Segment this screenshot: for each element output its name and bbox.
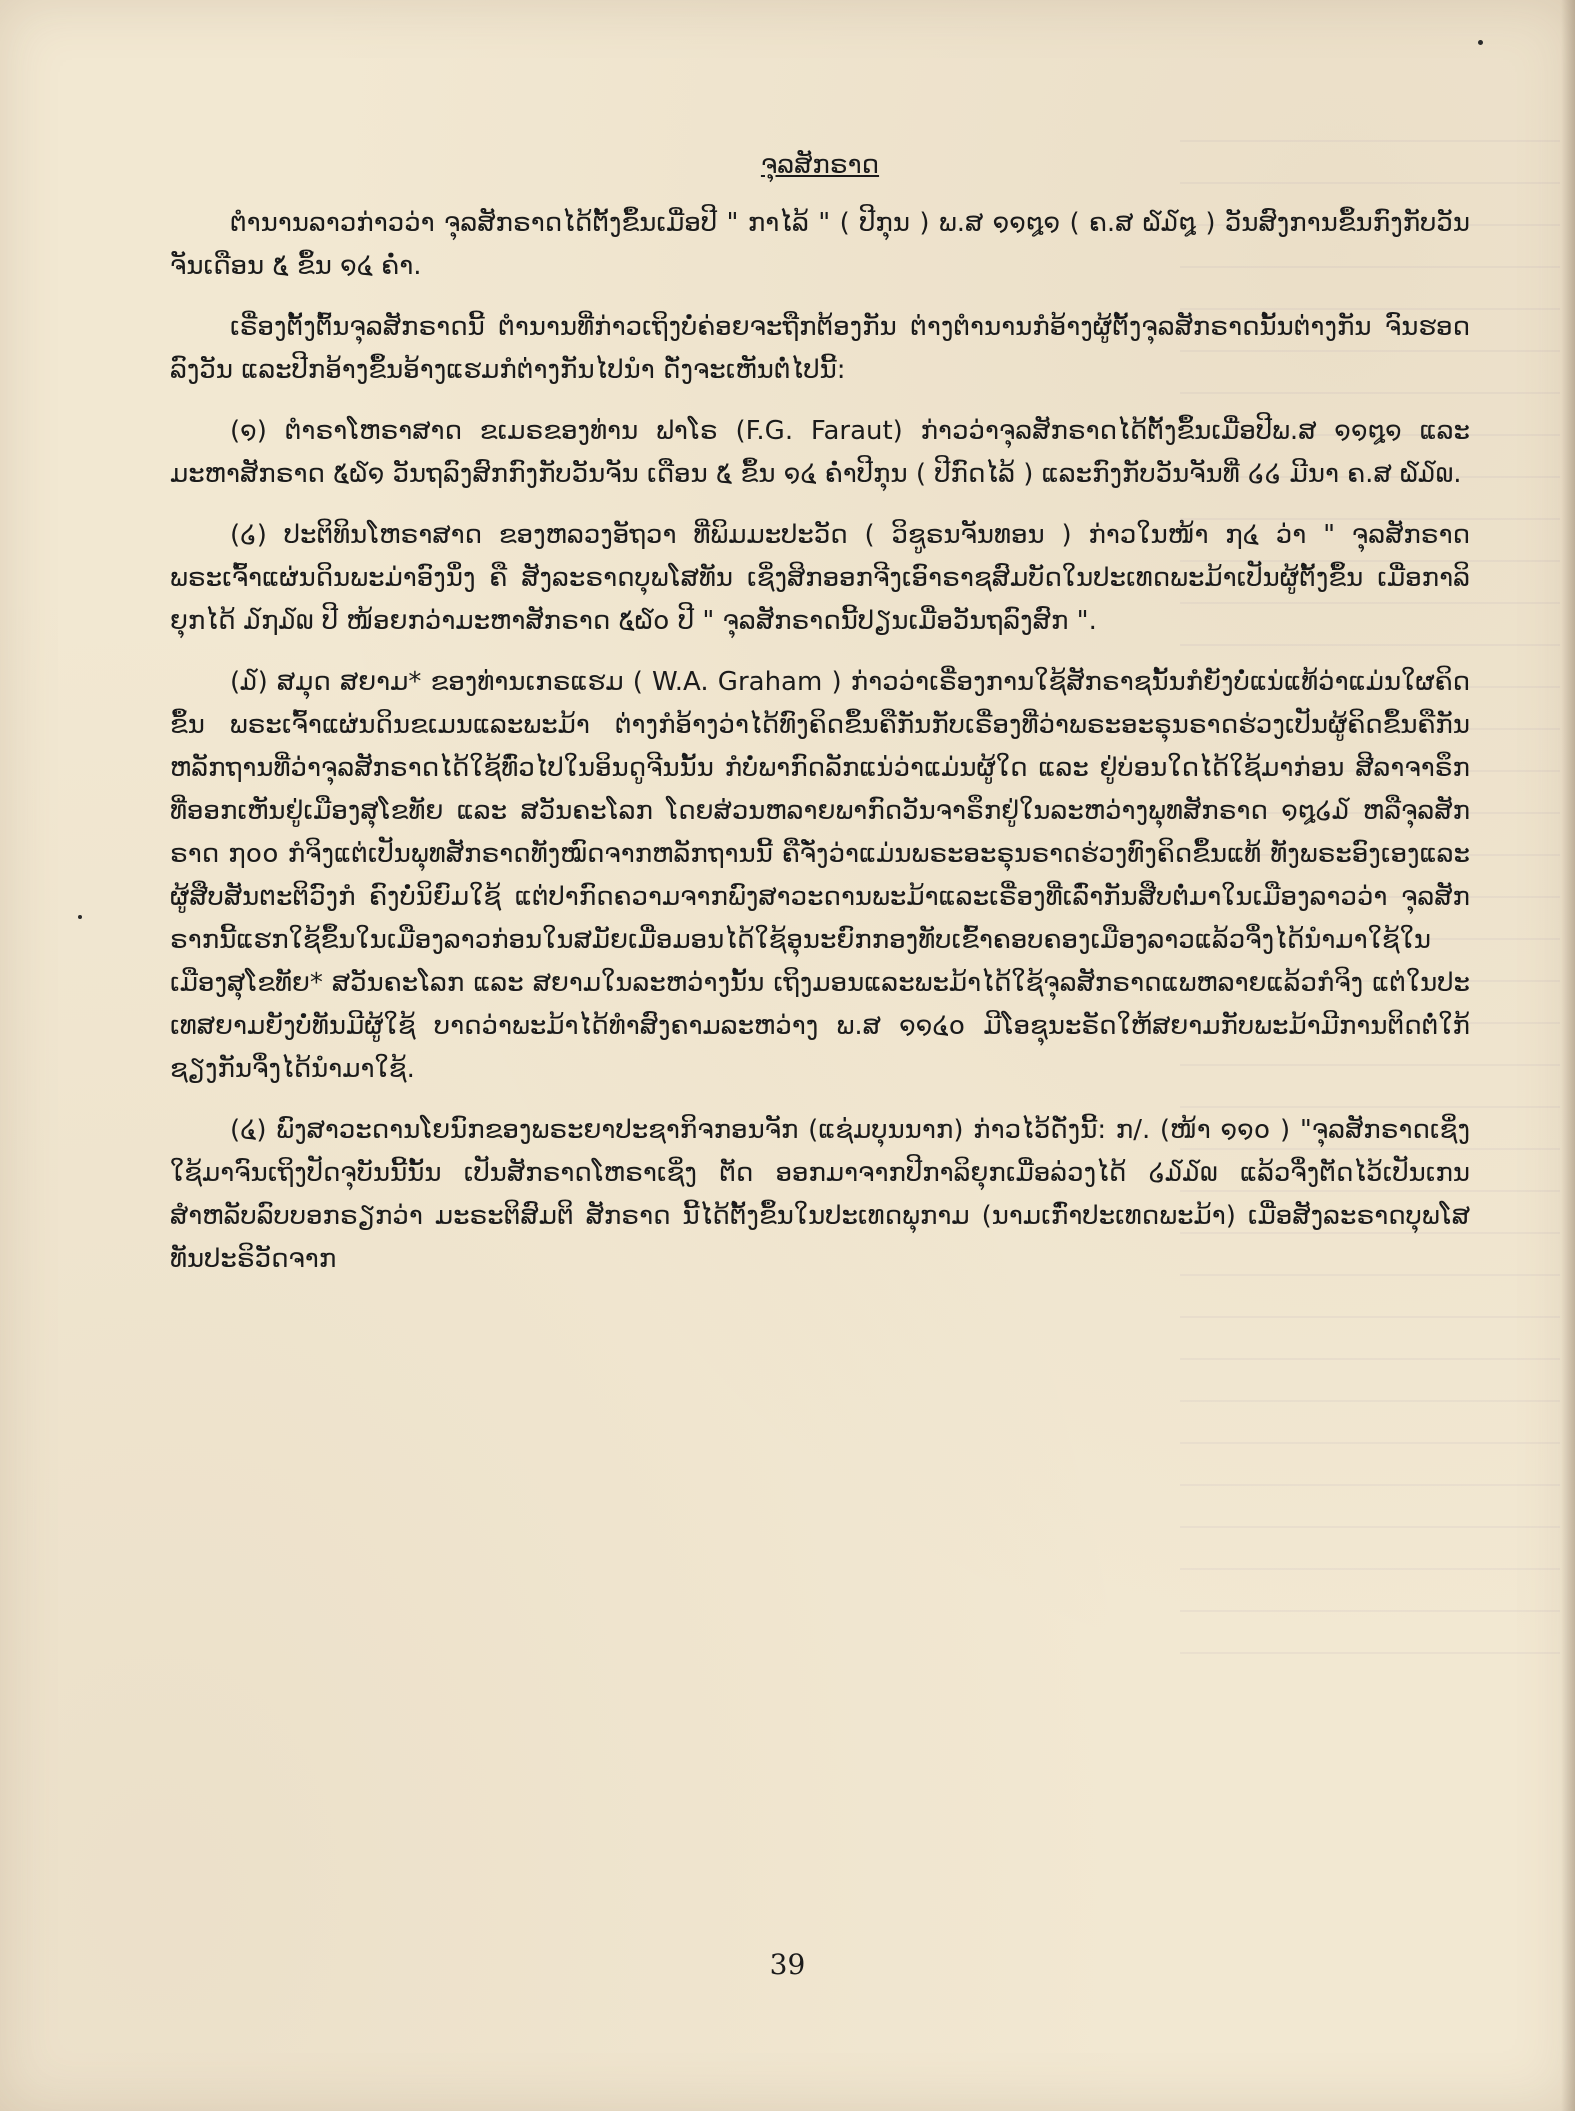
paragraph-6: (໔) ພົງສາວະດານໂຍນົກຂອງພຣະຍາປະຊາກິຈກອນຈັກ (ແຊ່ມບຸນນາກ) ກ່າວໄວ້ດັ່ງນີ້: ກ/. (ໜ້າ ໑໑໐ ) "ຈຸລສັກຣາດເຊິ່ງໃຊ້ມາຈົນເຖິງປັດຈຸບັນນີ້ນັ້ນ ເປັນສັກຣາດໂຫຣາເຊິ່ງ ຕັດ ອອກມາຈາກປີກາລິຍຸກເມື່ອລ່ວງໄດ້ ໒໓໓໙ ແລ້ວຈຶ່ງຕັດໄວ້ເປັນເກນສຳຫລັບລົບບອກຣຽກວ່າ ມະຣະຕິສົມຕິ ສັກຣາດ ນີ້ໄດ້ຕັ້ງຂຶ້ນໃນປະເທດພຸກາມ (ນາມເກົ່າປະເທດພະມ້າ) ເມື່ອສັງລະຣາດບຸພໂສທັນປະຣິວັດຈາກ <box>170 1115 1470 1274</box>
speck <box>1478 40 1483 45</box>
paragraph-1: ຕຳນານລາວກ່າວວ່າ ຈຸລສັກຣາດໄດ້ຕັ້ງຂຶ້ນເມື່ອປີ " ກາໄລ້ " ( ປີກຸນ ) ພ.ສ ໑໑໘໑ ( ຄ.ສ ໖໓໘ ) ວັນສົງການຂຶ້ນກົງກັບວັນຈັນເດືອນ ໕ ຂຶ້ນ ໑໔ ຄ່ຳ. <box>170 208 1470 281</box>
page-edge-shadow <box>1561 0 1575 2111</box>
document-title: ຈຸລສັກຣາດ <box>760 150 880 180</box>
paragraph-5: (໓) ສມຸດ ສຍາມ* ຂອງທ່ານເກຣແຮມ ( W.A. Graham ) ກ່າວວ່າເຣື່ອງການໃຊ້ສັກຣາຊນັ້ນກໍຍັງບໍ່ແນ່ແທ້ວ່າແມ່ນໃຜຄິດຂຶ້ນ ພຣະເຈົ້າແຜ່ນດິນຂເມນແລະພະມ້າ ຕ່າງກໍອ້າງວ່າໄດ້ທົງຄິດຂຶ້ນຄືກັນກັບເຣື່ອງທີ່ວ່າພຣະອະຣຸນຣາດຮ່ວງເປັນຜູ້ຄິດຂຶ້ນຄືກັນ ຫລັກຖານທີ່ວ່າຈຸລສັກຣາດໄດ້ໃຊ້ທົ່ວໄປໃນອິນດູຈີນນັ້ນ ກໍບໍ່ພາກົດລັກແນ່ວ່າແມ່ນຜູ້ໃດ ແລະ ຢູ່ບ່ອນໃດໄດ້ໃຊ້ມາກ່ອນ ສີລາຈາຣຶກທີ່ອອກເຫັນຢູ່ເມືອງສຸໂຂທັຍ ແລະ ສວັນຄະໂລກ ໂດຍສ່ວນຫລາຍພາກົດວັນຈາຣຶກຢູ່ໃນລະຫວ່າງພຸທສັກຣາດ ໑໘໒໓ ຫລືຈຸລສັກຣາດ ໗໐໐ ກໍຈິງແຕ່ເປັນພຸທສັກຣາດທັງໝົດຈາກຫລັກຖານນີ້ ຄືຈັ່ງວ່າແມ່ນພຣະອະຣຸນຣາດຮ່ວງທົງຄິດຂຶ້ນແທ້ ທັງພຣະອົງເອງແລະຜູ້ສືບສັນຕະຕິວົງກໍ ຄົງບໍ່ນິຍົມໃຊ້ ແຕ່ປາກົດຄວາມຈາກພົງສາວະດານພະມ້າແລະເຣື່ອງທີ່ເລົ່າກັນສືບຕໍ່ມາໃນເມືອງລາວວ່າ ຈຸລສັກຣາກນີ້ແຮກໃຊ້ຂຶ້ນໃນເມືອງລາວກ່ອນໃນສມັຍເມື່ອມອນໄດ້ໃຊ້ອຸນະຍົກກອງທັບເຂົ້າຄອບຄອງເມືອງລາວແລ້ວຈຶ່ງໄດ້ນຳມາໃຊ້ໃນເມືອງສຸໂຂທັຍ* ສວັນຄະໂລກ ແລະ ສຍາມໃນລະຫວ່າງນັ້ນ ເຖິງມອນແລະພະມ້າໄດ້ໃຊ້ຈຸລສັກຣາດແພຫລາຍແລ້ວກໍຈິງ ແຕ່ໃນປະເທສຍາມຍັງບໍ່ທັນມີຜູ້ໃຊ້ ບາດວ່າພະມ້າໄດ້ທຳສົງຄາມລະຫວ່າງ ພ.ສ ໑໑໔໐ ມີໂອຊຸນະຣັດໃຫ້ສຍາມກັບພະມ້າມີການຕິດຕໍ່ໃກ້ຊຽງກັນຈຶ່ງໄດ້ນຳມາໃຊ້. <box>170 667 1470 1084</box>
paragraph-2: ເຣື່ອງຕັ້ງຕົ້ນຈຸລສັກຣາດນີ້ ຕຳນານທີ່ກ່າວເຖິງບໍ່ຄ່ອຍຈະຖືກຕ້ອງກັນ ຕ່າງຕຳນານກໍອ້າງຜູ້ຕັ້ງຈຸລສັກຣາດນັ້ນຕ່າງກັນ ຈົນຮອດລົງວັນ ແລະປີກອ້າງຂຶ້ນອ້າງແຮມກໍຕ່າງກັນໄປນຳ ດັ່ງຈະເຫັນຕໍ່ໄປນີ້: <box>170 312 1470 385</box>
speck <box>78 915 82 919</box>
paragraph-3: (໑) ຕຳຣາໂຫຣາສາດ ຂເມຣຂອງທ່ານ ຟາໂຣ (F.G. Faraut) ກ່າວວ່າຈຸລສັກຣາດໄດ້ຕັ້ງຂຶ້ນເມື່ອປີພ.ສ ໑໑໘໑ ແລະ ມະຫາສັກຣາດ ໕໖໑ ວັນຖລົງສົກກົງກັບວັນຈັນ ເດືອນ ໕ ຂຶ້ນ ໑໔ ຄ່ຳປີກຸນ ( ປີກົດໄລ້ ) ແລະກົງກັບວັນຈັນທີ່ ໒໒ ມີນາ ຄ.ສ ໖໓໙. <box>170 416 1470 489</box>
paragraph-4: (໒) ປະຕິທິນໂຫຣາສາດ ຂອງຫລວງອັຖວາ ທີ່ພິມມະປະວັດ ( ວິຊູຣນຈັນທອນ ) ກ່າວໃນໜ້າ ໗໔ ວ່າ " ຈຸລສັກຣາດ ພຣະເຈົ້າແຜ່ນດິນພະມ່າອົງນຶ່ງ ຄື ສັງລະຣາດບຸພໂສທັນ ເຊິ່ງສິກອອກຈີງເອົາຣາຊສົມບັດໃນປະເທດພະມ້າເປັນຜູ້ຕັ້ງຂຶ້ນ ເມື່ອກາລິຍຸກໄດ້ ໓໗໓໙ ປີ ໜ້ອຍກວ່າມະຫາສັກຣາດ ໕໖໐ ປີ " ຈຸລສັກຣາດນີ້ປຽນເມື່ອວັນຖລົງສົກ ". <box>170 520 1470 636</box>
page-number: 39 <box>769 1948 806 1981</box>
document-body <box>170 150 1470 1299</box>
